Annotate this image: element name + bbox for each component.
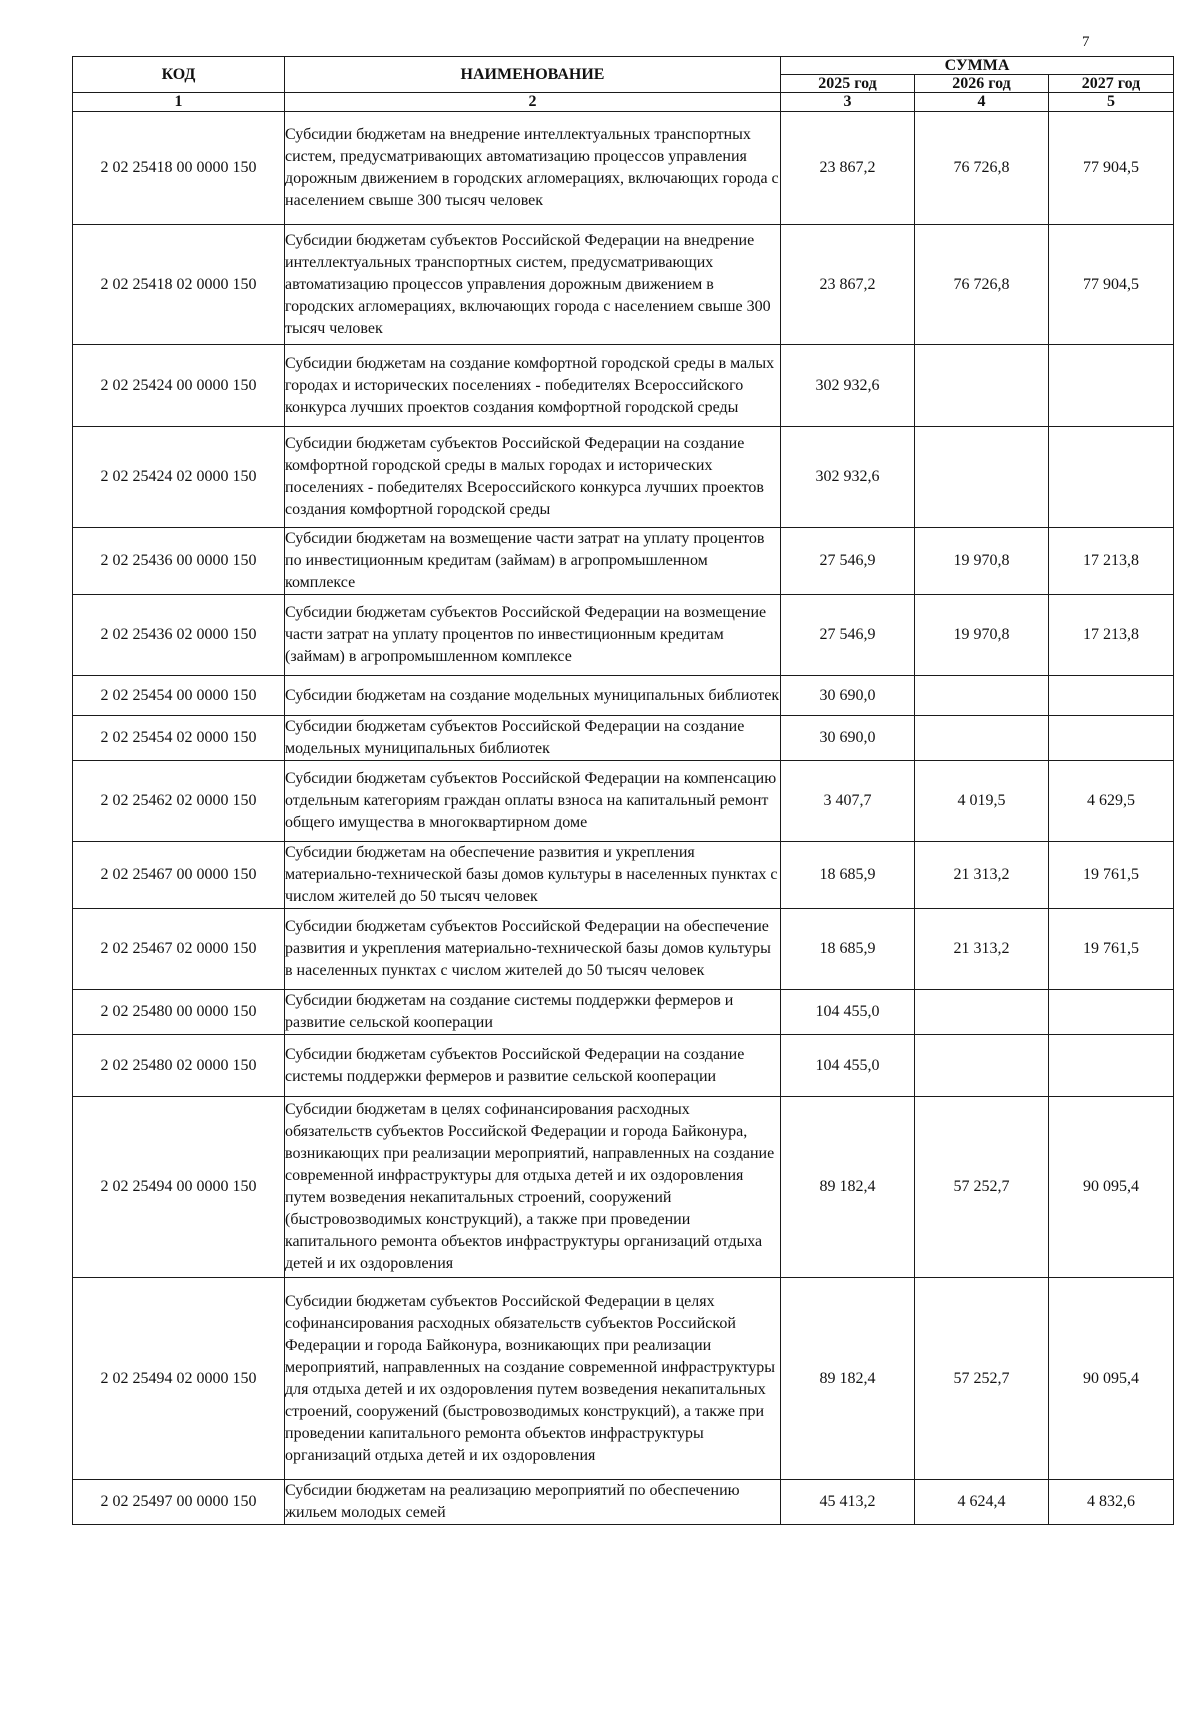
row-code: 2 02 25436 02 0000 150 — [73, 595, 285, 676]
row-amount-2027 — [1049, 345, 1174, 427]
row-amount-2025: 45 413,2 — [781, 1480, 915, 1525]
row-amount-2025: 89 182,4 — [781, 1278, 915, 1480]
budget-table — [72, 56, 1174, 1525]
row-amount-2025: 23 867,2 — [781, 225, 915, 345]
row-amount-2026 — [915, 345, 1049, 427]
row-amount-2025: 27 546,9 — [781, 595, 915, 676]
row-amount-2027: 4 629,5 — [1049, 761, 1174, 842]
table-row — [73, 345, 1174, 427]
row-amount-2026: 19 970,8 — [915, 528, 1049, 595]
row-amount-2025: 104 455,0 — [781, 1035, 915, 1097]
table-row — [73, 112, 1174, 225]
row-name: Субсидии бюджетам субъектов Российской Федерации на возмещение части затрат на уплату процентов по инвестиционным кредитам (займам) в агропромышленном комплексе — [285, 595, 781, 676]
row-amount-2027: 19 761,5 — [1049, 909, 1174, 990]
row-amount-2026: 19 970,8 — [915, 595, 1049, 676]
row-code: 2 02 25467 00 0000 150 — [73, 842, 285, 909]
table-row — [73, 676, 1174, 716]
row-name: Субсидии бюджетам субъектов Российской Федерации на внедрение интеллектуальных транспортных систем, предусматривающих автоматизацию процессов управления дорожным движением в городских агломерациях, включающих города с населением свыше 300 тысяч человек — [285, 225, 781, 345]
row-code: 2 02 25480 02 0000 150 — [73, 1035, 285, 1097]
row-code: 2 02 25418 02 0000 150 — [73, 225, 285, 345]
row-amount-2027: 4 832,6 — [1049, 1480, 1174, 1525]
row-name: Субсидии бюджетам субъектов Российской Федерации на создание модельных муниципальных библиотек — [285, 716, 781, 761]
row-amount-2027: 77 904,5 — [1049, 112, 1174, 225]
row-amount-2025: 30 690,0 — [781, 716, 915, 761]
row-amount-2027 — [1049, 427, 1174, 528]
table-row — [73, 528, 1174, 595]
row-amount-2025: 18 685,9 — [781, 909, 915, 990]
row-code: 2 02 25424 02 0000 150 — [73, 427, 285, 528]
row-code: 2 02 25480 00 0000 150 — [73, 990, 285, 1035]
row-amount-2026 — [915, 427, 1049, 528]
table-row — [73, 595, 1174, 676]
row-amount-2027: 90 095,4 — [1049, 1097, 1174, 1278]
row-amount-2027 — [1049, 676, 1174, 716]
row-name: Субсидии бюджетам на создание комфортной городской среды в малых городах и исторических поселениях - победителях Всероссийского конкурса лучших проектов создания комфортной городской среды — [285, 345, 781, 427]
row-amount-2026: 21 313,2 — [915, 909, 1049, 990]
page-number: 7 — [1082, 34, 1090, 50]
row-amount-2026 — [915, 1035, 1049, 1097]
row-code: 2 02 25454 02 0000 150 — [73, 716, 285, 761]
row-amount-2026: 57 252,7 — [915, 1097, 1049, 1278]
row-amount-2026: 76 726,8 — [915, 225, 1049, 345]
row-amount-2025: 23 867,2 — [781, 112, 915, 225]
row-amount-2027: 90 095,4 — [1049, 1278, 1174, 1480]
row-amount-2026: 4 624,4 — [915, 1480, 1049, 1525]
row-name: Субсидии бюджетам на создание системы поддержки фермеров и развитие сельской кооперации — [285, 990, 781, 1035]
header-year-2026: 2026 год — [915, 75, 1049, 93]
header-sum: СУММА — [781, 57, 1174, 75]
row-amount-2027 — [1049, 1035, 1174, 1097]
table-row — [73, 427, 1174, 528]
row-amount-2026 — [915, 990, 1049, 1035]
table-row — [73, 761, 1174, 842]
table-row — [73, 716, 1174, 761]
table-row — [73, 225, 1174, 345]
row-name: Субсидии бюджетам в целях софинансирования расходных обязательств субъектов Российской Федерации и города Байконура, возникающих при реализации мероприятий, направленных на создание современной инфраструктуры для отдыха детей и их оздоровления путем возведения некапитальных строений, сооружений (быстровозводимых конструкций), а также при проведении капитального ремонта объектов инфраструктуры организаций отдыха детей и их оздоровления — [285, 1097, 781, 1278]
row-amount-2027: 77 904,5 — [1049, 225, 1174, 345]
row-code: 2 02 25494 02 0000 150 — [73, 1278, 285, 1480]
row-amount-2026 — [915, 676, 1049, 716]
table-header — [73, 57, 1174, 112]
table-row — [73, 1278, 1174, 1480]
row-amount-2025: 30 690,0 — [781, 676, 915, 716]
table-body — [73, 112, 1174, 1525]
row-name: Субсидии бюджетам на внедрение интеллектуальных транспортных систем, предусматривающих автоматизацию процессов управления дорожным движением в городских агломерациях, включающих города с населением свыше 300 тысяч человек — [285, 112, 781, 225]
row-amount-2025: 18 685,9 — [781, 842, 915, 909]
row-code: 2 02 25497 00 0000 150 — [73, 1480, 285, 1525]
row-amount-2027: 17 213,8 — [1049, 595, 1174, 676]
table-row — [73, 1097, 1174, 1278]
row-amount-2026: 57 252,7 — [915, 1278, 1049, 1480]
row-amount-2025: 104 455,0 — [781, 990, 915, 1035]
column-number-4: 4 — [915, 93, 1049, 112]
header-year-2027: 2027 год — [1049, 75, 1174, 93]
row-name: Субсидии бюджетам на возмещение части затрат на уплату процентов по инвестиционным кредитам (займам) в агропромышленном комплексе — [285, 528, 781, 595]
row-amount-2026: 21 313,2 — [915, 842, 1049, 909]
table-row — [73, 1480, 1174, 1525]
row-amount-2026: 4 019,5 — [915, 761, 1049, 842]
row-amount-2025: 89 182,4 — [781, 1097, 915, 1278]
row-code: 2 02 25436 00 0000 150 — [73, 528, 285, 595]
row-amount-2026: 76 726,8 — [915, 112, 1049, 225]
table-row — [73, 1035, 1174, 1097]
column-number-2: 2 — [285, 93, 781, 112]
row-amount-2027 — [1049, 990, 1174, 1035]
row-name: Субсидии бюджетам на создание модельных муниципальных библиотек — [285, 676, 781, 716]
row-code: 2 02 25494 00 0000 150 — [73, 1097, 285, 1278]
row-name: Субсидии бюджетам субъектов Российской Федерации на обеспечение развития и укрепления материально-технической базы домов культуры в населенных пунктах с числом жителей до 50 тысяч человек — [285, 909, 781, 990]
row-code: 2 02 25467 02 0000 150 — [73, 909, 285, 990]
column-number-3: 3 — [781, 93, 915, 112]
header-name: НАИМЕНОВАНИЕ — [285, 57, 781, 93]
row-name: Субсидии бюджетам на обеспечение развития и укрепления материально-технической базы домов культуры в населенных пунктах с числом жителей до 50 тысяч человек — [285, 842, 781, 909]
row-code: 2 02 25418 00 0000 150 — [73, 112, 285, 225]
row-name: Субсидии бюджетам на реализацию мероприятий по обеспечению жильем молодых семей — [285, 1480, 781, 1525]
row-amount-2025: 3 407,7 — [781, 761, 915, 842]
row-name: Субсидии бюджетам субъектов Российской Федерации на создание системы поддержки фермеров и развитие сельской кооперации — [285, 1035, 781, 1097]
row-amount-2026 — [915, 716, 1049, 761]
row-amount-2025: 302 932,6 — [781, 345, 915, 427]
row-amount-2027 — [1049, 716, 1174, 761]
table-row — [73, 909, 1174, 990]
table-row — [73, 842, 1174, 909]
column-number-5: 5 — [1049, 93, 1174, 112]
row-amount-2025: 27 546,9 — [781, 528, 915, 595]
row-code: 2 02 25454 00 0000 150 — [73, 676, 285, 716]
header-code: КОД — [73, 57, 285, 93]
row-amount-2027: 19 761,5 — [1049, 842, 1174, 909]
column-number-1: 1 — [73, 93, 285, 112]
header-year-2025: 2025 год — [781, 75, 915, 93]
row-code: 2 02 25462 02 0000 150 — [73, 761, 285, 842]
row-name: Субсидии бюджетам субъектов Российской Федерации на создание комфортной городской среды в малых городах и исторических поселениях - победителях Всероссийского конкурса лучших проектов создания комфортной городской среды — [285, 427, 781, 528]
row-name: Субсидии бюджетам субъектов Российской Федерации на компенсацию отдельным категориям граждан оплаты взноса на капитальный ремонт общего имущества в многоквартирном доме — [285, 761, 781, 842]
row-amount-2027: 17 213,8 — [1049, 528, 1174, 595]
row-name: Субсидии бюджетам субъектов Российской Федерации в целях софинансирования расходных обязательств субъектов Российской Федерации и города Байконура, возникающих при реализации мероприятий, направленных на создание современной инфраструктуры для отдыха детей и их оздоровления путем возведения некапитальных строений, сооружений (быстровозводимых конструкций), а также при проведении капитального ремонта объектов инфраструктуры организаций отдыха детей и их оздоровления — [285, 1278, 781, 1480]
row-amount-2025: 302 932,6 — [781, 427, 915, 528]
table-row — [73, 990, 1174, 1035]
row-code: 2 02 25424 00 0000 150 — [73, 345, 285, 427]
